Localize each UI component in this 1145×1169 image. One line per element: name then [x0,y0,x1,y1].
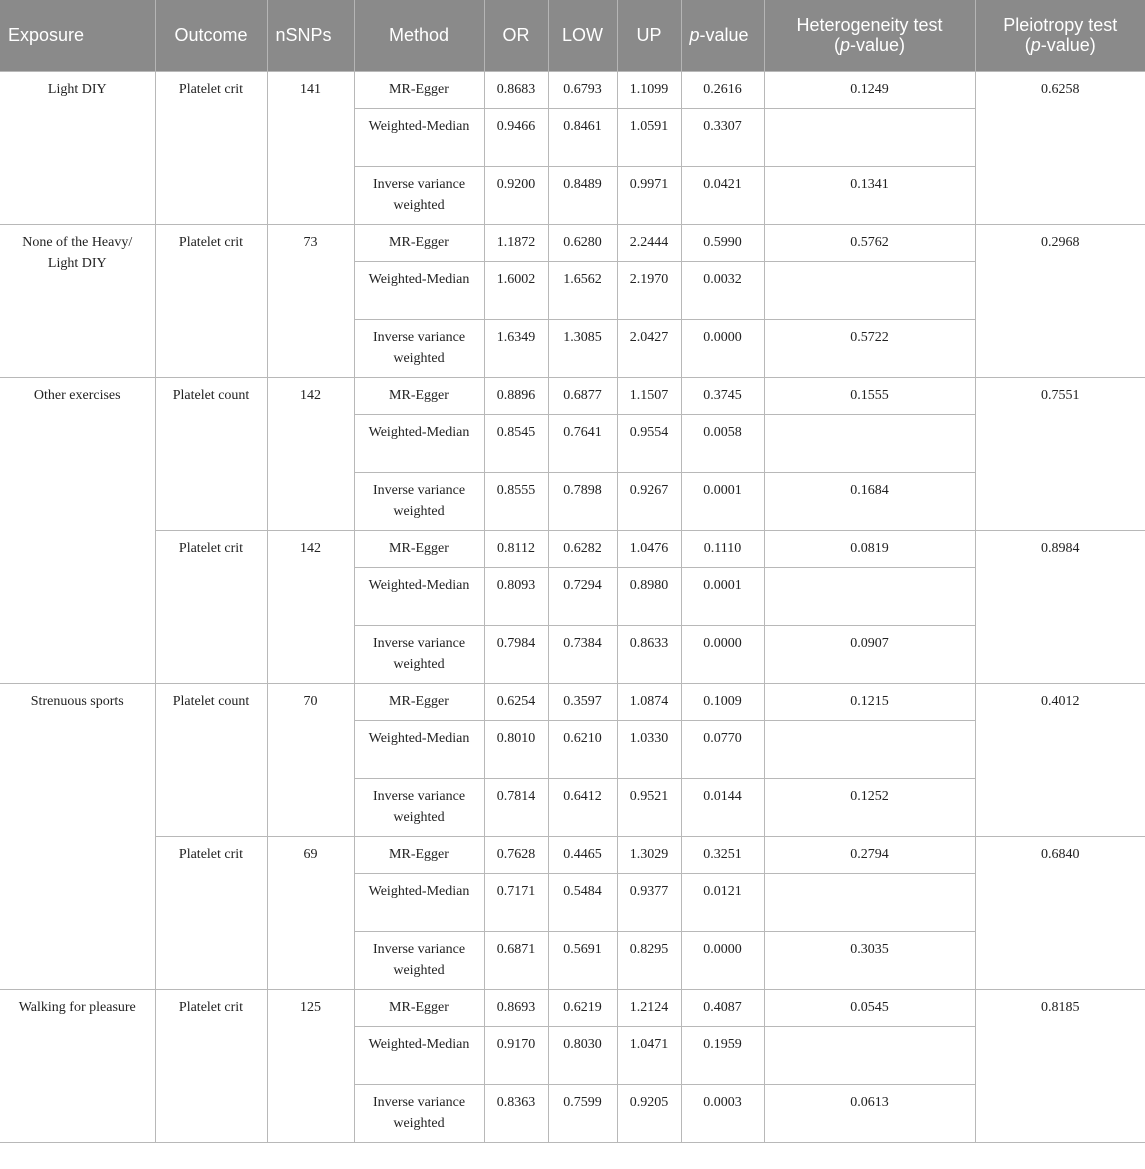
method-cell: Weighted-Median [354,873,484,931]
up-cell: 0.9521 [617,778,681,836]
p-value-cell: 0.0421 [681,166,764,224]
up-cell: 1.0874 [617,683,681,720]
header-heterogeneity: Heterogeneity test (p-value) [764,0,975,71]
low-cell: 0.7384 [548,625,617,683]
table-row [0,530,1145,567]
p-value-cell: 0.0144 [681,778,764,836]
heterogeneity-cell [764,720,975,778]
method-cell: Inverse variance weighted [354,931,484,989]
up-cell: 0.9554 [617,414,681,472]
heterogeneity-cell [764,261,975,319]
header-heterogeneity-p-rest: -value [849,35,900,56]
p-value-cell: 0.1959 [681,1026,764,1084]
heterogeneity-cell [764,414,975,472]
outcome-cell: Platelet crit [155,836,267,989]
or-cell: 1.6349 [484,319,548,377]
low-cell: 0.6219 [548,989,617,1026]
p-value-cell: 0.1110 [681,530,764,567]
nsnps-cell: 73 [267,224,354,377]
or-cell: 0.7984 [484,625,548,683]
heterogeneity-cell: 0.5762 [764,224,975,261]
or-cell: 0.8683 [484,71,548,108]
method-cell: MR-Egger [354,683,484,720]
or-cell: 1.6002 [484,261,548,319]
low-cell: 0.8489 [548,166,617,224]
table-row [0,989,1145,1026]
low-cell: 1.6562 [548,261,617,319]
up-cell: 0.9205 [617,1084,681,1142]
pleiotropy-cell: 0.6840 [975,836,1145,989]
heterogeneity-cell: 0.1249 [764,71,975,108]
or-cell: 0.8363 [484,1084,548,1142]
heterogeneity-cell: 0.3035 [764,931,975,989]
table-row [0,224,1145,261]
header-p-value [681,0,764,71]
method-cell: Inverse variance weighted [354,1084,484,1142]
p-value-cell: 0.3745 [681,377,764,414]
method-cell: Inverse variance weighted [354,319,484,377]
heterogeneity-cell: 0.2794 [764,836,975,873]
method-cell: Weighted-Median [354,567,484,625]
up-cell: 1.0471 [617,1026,681,1084]
up-cell: 1.2124 [617,989,681,1026]
table-row [0,836,1145,873]
nsnps-cell: 69 [267,836,354,989]
up-cell: 0.9377 [617,873,681,931]
up-cell: 0.9267 [617,472,681,530]
up-cell: 0.8980 [617,567,681,625]
header-pleiotropy-title: Pleiotropy test [1003,15,1118,36]
or-cell: 0.8545 [484,414,548,472]
exposure-cell: None of the Heavy/ Light DIY [0,224,155,377]
p-value-cell: 0.2616 [681,71,764,108]
header-low: LOW [548,0,617,71]
p-value-cell: 0.0058 [681,414,764,472]
p-value-cell: 0.1009 [681,683,764,720]
nsnps-cell: 70 [267,683,354,836]
heterogeneity-cell [764,1026,975,1084]
table-row [0,683,1145,720]
nsnps-cell: 142 [267,377,354,530]
up-cell: 1.0591 [617,108,681,166]
up-cell: 0.8295 [617,931,681,989]
heterogeneity-cell [764,567,975,625]
heterogeneity-cell: 0.0907 [764,625,975,683]
method-cell: Weighted-Median [354,108,484,166]
header-p-rest: -value [699,25,749,46]
outcome-cell: Platelet count [155,683,267,836]
header-pleiotropy-p-italic: p [1030,35,1041,56]
or-cell: 0.8093 [484,567,548,625]
up-cell: 2.2444 [617,224,681,261]
outcome-cell: Platelet crit [155,71,267,224]
header-nsnps: nSNPs [267,0,354,71]
low-cell: 1.3085 [548,319,617,377]
or-cell: 0.8896 [484,377,548,414]
low-cell: 0.7898 [548,472,617,530]
up-cell: 1.0330 [617,720,681,778]
header-method: Method [354,0,484,71]
method-cell: MR-Egger [354,989,484,1026]
p-value-cell: 0.0003 [681,1084,764,1142]
heterogeneity-cell [764,108,975,166]
header-or: OR [484,0,548,71]
method-cell: Weighted-Median [354,414,484,472]
low-cell: 0.6210 [548,720,617,778]
p-value-cell: 0.0000 [681,931,764,989]
pleiotropy-cell: 0.8185 [975,989,1145,1142]
heterogeneity-cell: 0.1252 [764,778,975,836]
method-cell: MR-Egger [354,836,484,873]
method-cell: MR-Egger [354,224,484,261]
table-row [0,71,1145,108]
p-value-cell: 0.0001 [681,567,764,625]
outcome-cell: Platelet crit [155,989,267,1142]
low-cell: 0.8030 [548,1026,617,1084]
method-cell: MR-Egger [354,71,484,108]
up-cell: 0.9971 [617,166,681,224]
up-cell: 1.3029 [617,836,681,873]
header-exposure: Exposure [0,0,155,71]
header-up: UP [617,0,681,71]
low-cell: 0.6412 [548,778,617,836]
outcome-cell: Platelet count [155,377,267,530]
up-cell: 0.8633 [617,625,681,683]
low-cell: 0.6877 [548,377,617,414]
or-cell: 0.8555 [484,472,548,530]
up-cell: 1.0476 [617,530,681,567]
header-outcome: Outcome [155,0,267,71]
low-cell: 0.8461 [548,108,617,166]
heterogeneity-cell: 0.1341 [764,166,975,224]
header-pleiotropy-p-rest: -value [1040,35,1090,56]
method-cell: Inverse variance weighted [354,625,484,683]
low-cell: 0.7641 [548,414,617,472]
low-cell: 0.5691 [548,931,617,989]
exposure-cell: Other exercises [0,377,155,683]
exposure-cell: Walking for pleasure [0,989,155,1142]
low-cell: 0.6280 [548,224,617,261]
p-value-cell: 0.0032 [681,261,764,319]
method-cell: Weighted-Median [354,720,484,778]
p-value-cell: 0.0000 [681,625,764,683]
or-cell: 0.9200 [484,166,548,224]
pleiotropy-cell: 0.2968 [975,224,1145,377]
nsnps-cell: 142 [267,530,354,683]
up-cell: 2.0427 [617,319,681,377]
p-value-cell: 0.0000 [681,319,764,377]
exposure-cell: Light DIY [0,71,155,224]
heterogeneity-cell: 0.5722 [764,319,975,377]
method-cell: MR-Egger [354,530,484,567]
header-heterogeneity-title: Heterogeneity test [796,15,943,36]
method-cell: Inverse variance weighted [354,778,484,836]
or-cell: 0.8010 [484,720,548,778]
or-cell: 0.8112 [484,530,548,567]
low-cell: 0.4465 [548,836,617,873]
method-cell: Inverse variance weighted [354,472,484,530]
heterogeneity-cell: 0.1215 [764,683,975,720]
low-cell: 0.5484 [548,873,617,931]
outcome-cell: Platelet crit [155,530,267,683]
p-value-cell: 0.0770 [681,720,764,778]
or-cell: 0.7628 [484,836,548,873]
low-cell: 0.7599 [548,1084,617,1142]
or-cell: 1.1872 [484,224,548,261]
header-pleiotropy: Pleiotropy test (p-value) [975,0,1145,71]
header-row [0,0,1145,71]
low-cell: 0.6793 [548,71,617,108]
header-p-italic: p [689,25,700,46]
or-cell: 0.9170 [484,1026,548,1084]
p-value-cell: 0.0121 [681,873,764,931]
outcome-cell: Platelet crit [155,224,267,377]
or-cell: 0.7814 [484,778,548,836]
or-cell: 0.7171 [484,873,548,931]
header-heterogeneity-p-italic: p [839,35,850,56]
method-cell: Weighted-Median [354,261,484,319]
or-cell: 0.8693 [484,989,548,1026]
pleiotropy-cell: 0.4012 [975,683,1145,836]
heterogeneity-cell [764,873,975,931]
pleiotropy-cell: 0.7551 [975,377,1145,530]
p-value-cell: 0.4087 [681,989,764,1026]
heterogeneity-cell: 0.1684 [764,472,975,530]
p-value-cell: 0.5990 [681,224,764,261]
table-body [0,71,1145,1142]
pleiotropy-cell: 0.6258 [975,71,1145,224]
p-value-cell: 0.0001 [681,472,764,530]
method-cell: Weighted-Median [354,1026,484,1084]
up-cell: 1.1507 [617,377,681,414]
low-cell: 0.7294 [548,567,617,625]
low-cell: 0.3597 [548,683,617,720]
table-row [0,377,1145,414]
up-cell: 1.1099 [617,71,681,108]
heterogeneity-cell: 0.0613 [764,1084,975,1142]
method-cell: Inverse variance weighted [354,166,484,224]
heterogeneity-cell: 0.0819 [764,530,975,567]
nsnps-cell: 141 [267,71,354,224]
pleiotropy-cell: 0.8984 [975,530,1145,683]
exposure-cell: Strenuous sports [0,683,155,989]
up-cell: 2.1970 [617,261,681,319]
nsnps-cell: 125 [267,989,354,1142]
p-value-cell: 0.3251 [681,836,764,873]
method-cell: MR-Egger [354,377,484,414]
heterogeneity-cell: 0.1555 [764,377,975,414]
p-value-cell: 0.3307 [681,108,764,166]
or-cell: 0.6871 [484,931,548,989]
or-cell: 0.9466 [484,108,548,166]
or-cell: 0.6254 [484,683,548,720]
heterogeneity-cell: 0.0545 [764,989,975,1026]
low-cell: 0.6282 [548,530,617,567]
